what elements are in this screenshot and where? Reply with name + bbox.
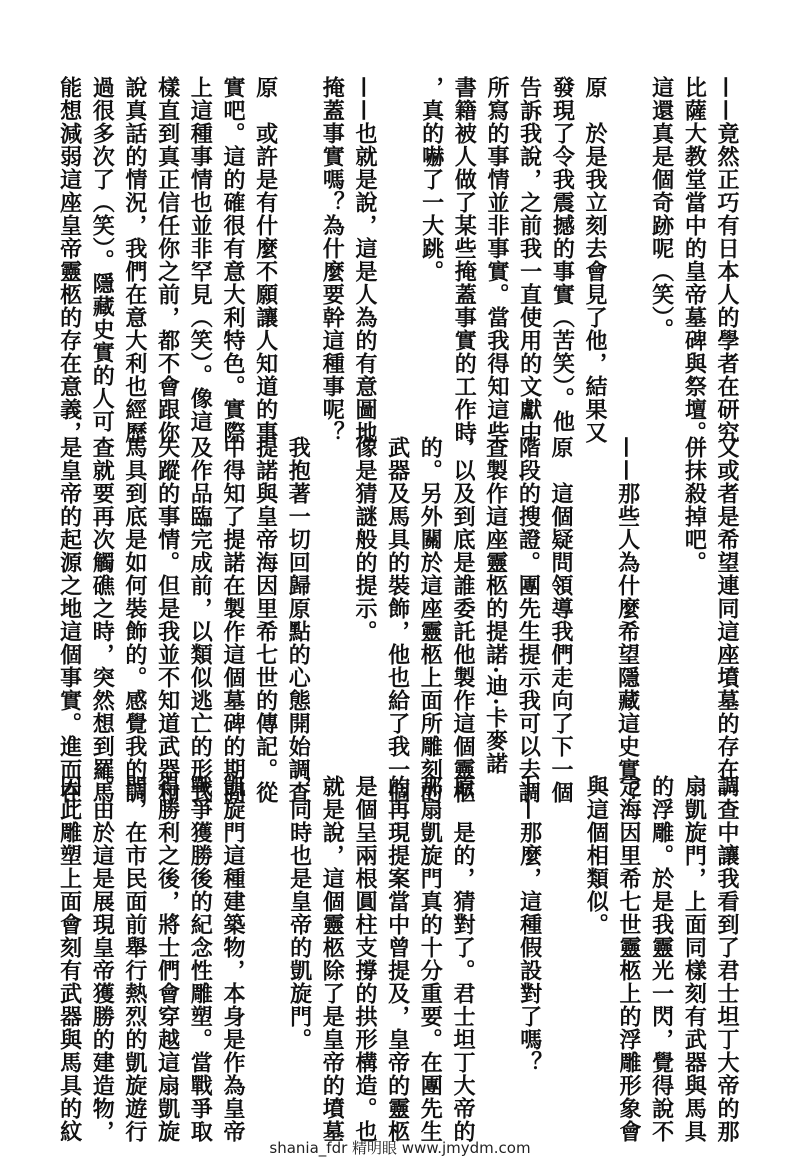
text-column: ，真的嚇了一大跳。: [418, 76, 445, 283]
text-column: ——也就是說，這是人為的有意圖地: [351, 76, 378, 444]
text-column: 中得知了提諾在製作這個墓碑的期間: [219, 436, 246, 804]
text-column: 提諾與皇帝海因里希七世的傳記。從: [252, 436, 279, 804]
text-column: 併抹殺掉吧。: [681, 436, 708, 574]
text-column: 說真話的情況，我們在意大利也經歷: [121, 76, 148, 444]
text-column: ——那些人為什麼希望隱藏這史實？: [614, 436, 641, 804]
text-column: 因此雕塑上面會刻有武器與馬具的紋: [56, 775, 83, 1143]
text-column: 武器及馬具的裝飾，他也給了我一個: [384, 436, 411, 804]
text-column: 的再現提案當中曾提及，皇帝的靈柩: [384, 775, 411, 1143]
text-column: 查製作這座靈柩的提諾·迪·卡麥諾: [482, 436, 509, 776]
text-column: 掩蓋事實嗎？為什麼要幹這種事呢？: [319, 76, 346, 444]
text-column: 實吧。這的確很有意大利特色。實際: [219, 76, 246, 444]
text-column: 我抱著一切回歸原點的心態開始調查: [285, 436, 312, 804]
text-column: 原 或許是有什麼不願讓人知道的事: [252, 76, 279, 444]
text-column: ——那麼，這種假設對了嗎？: [516, 775, 543, 1074]
text-band-middle: [55, 436, 745, 804]
text-column: 樣直到真正信任你之前，都不會跟你: [154, 76, 181, 444]
text-column: 馬具到底是如何裝飾的。感覺我的調: [121, 436, 148, 804]
text-column: 是個呈兩根圓柱支撐的拱形構造。也: [351, 775, 378, 1143]
text-column: 原 這個疑問領導我們走向了下一個: [547, 436, 574, 804]
text-column: 就是說，這個靈柩除了是皇帝的墳墓: [319, 775, 346, 1143]
text-column: 。由於這是展現皇帝獲勝的建造物，: [89, 775, 116, 1143]
text-column: 凱旋門這種建築物，本身是作為皇帝: [219, 775, 246, 1143]
text-column: 又或者是希望連同這座墳墓的存在一: [714, 436, 740, 804]
text-band-bottom: [55, 775, 745, 1143]
text-column: 發現了令我震撼的事實（苦笑）。他: [549, 76, 576, 433]
text-column: 原 於是我立刻去會見了他，結果又: [581, 76, 608, 444]
text-column: 調查中讓我看到了君士坦丁大帝的那: [714, 775, 740, 1143]
text-column: 與這個相類似。: [583, 775, 610, 936]
text-column: 的。另外關於這座靈柩上面所雕刻的: [417, 436, 444, 804]
text-column: 戰爭獲勝後的紀念性雕塑。當戰爭取: [187, 775, 214, 1143]
text-column: 原 是的，猜對了。君士坦丁大帝的: [449, 775, 476, 1143]
text-column: 階段的搜證。團先生提示我可以去調: [515, 436, 542, 804]
text-column: 所寫的事情並非事實。當我得知這些: [483, 76, 510, 444]
text-column: 這還真是個奇跡呢（笑）。: [648, 76, 675, 341]
text-column: 失蹤的事情。但是我並不知道武器和: [154, 436, 181, 804]
text-column: 的浮雕。於是我靈光一閃，覺得說不: [648, 775, 675, 1143]
text-column: 門，在市民面前舉行熱烈的凱旋遊行: [121, 775, 148, 1143]
text-column: 能想減弱這座皇帝靈柩的存在意義，: [56, 76, 83, 444]
footer-credit: shania_fdr 精明眼 www.jmydm.com: [269, 1139, 531, 1157]
text-column: 得勝利之後，將士們會穿越這扇凱旋: [154, 775, 181, 1143]
text-column: 像是猜謎般的提示。: [351, 436, 378, 643]
text-column: 書籍被人做了某些掩蓋事實的工作時: [451, 76, 478, 444]
text-band-top: [55, 76, 745, 444]
text-column: 告訴我說，之前我一直使用的文獻中: [516, 76, 543, 444]
text-column: 過很多次了（笑）。隱藏史實的人可: [89, 76, 116, 433]
text-column: 定海因里希七世靈柩上的浮雕形象會: [615, 775, 642, 1143]
text-column: 及作品臨完成前，以類似逃亡的形式: [187, 436, 214, 804]
text-column: 比薩大教堂當中的皇帝墓碑與祭壇。: [681, 76, 708, 444]
text-column: 那扇凱旋門真的十分重要。在團先生: [417, 775, 444, 1143]
text-column: 扇凱旋門，上面同樣刻有武器與馬具: [681, 775, 708, 1143]
text-column: ——竟然正巧有日本人的學者在研究: [714, 76, 740, 444]
text-column: 是皇帝的起源之地這個事實。進而在: [56, 436, 83, 804]
text-column: ，同時也是皇帝的凱旋門。: [286, 775, 313, 1051]
text-column: ，以及到底是誰委託他製作這個靈柩: [449, 436, 476, 804]
text-column: 上這種事情也並非罕見（笑）。像這: [187, 76, 214, 433]
text-column: 查就要再次觸礁之時，突然想到羅馬: [89, 436, 116, 804]
